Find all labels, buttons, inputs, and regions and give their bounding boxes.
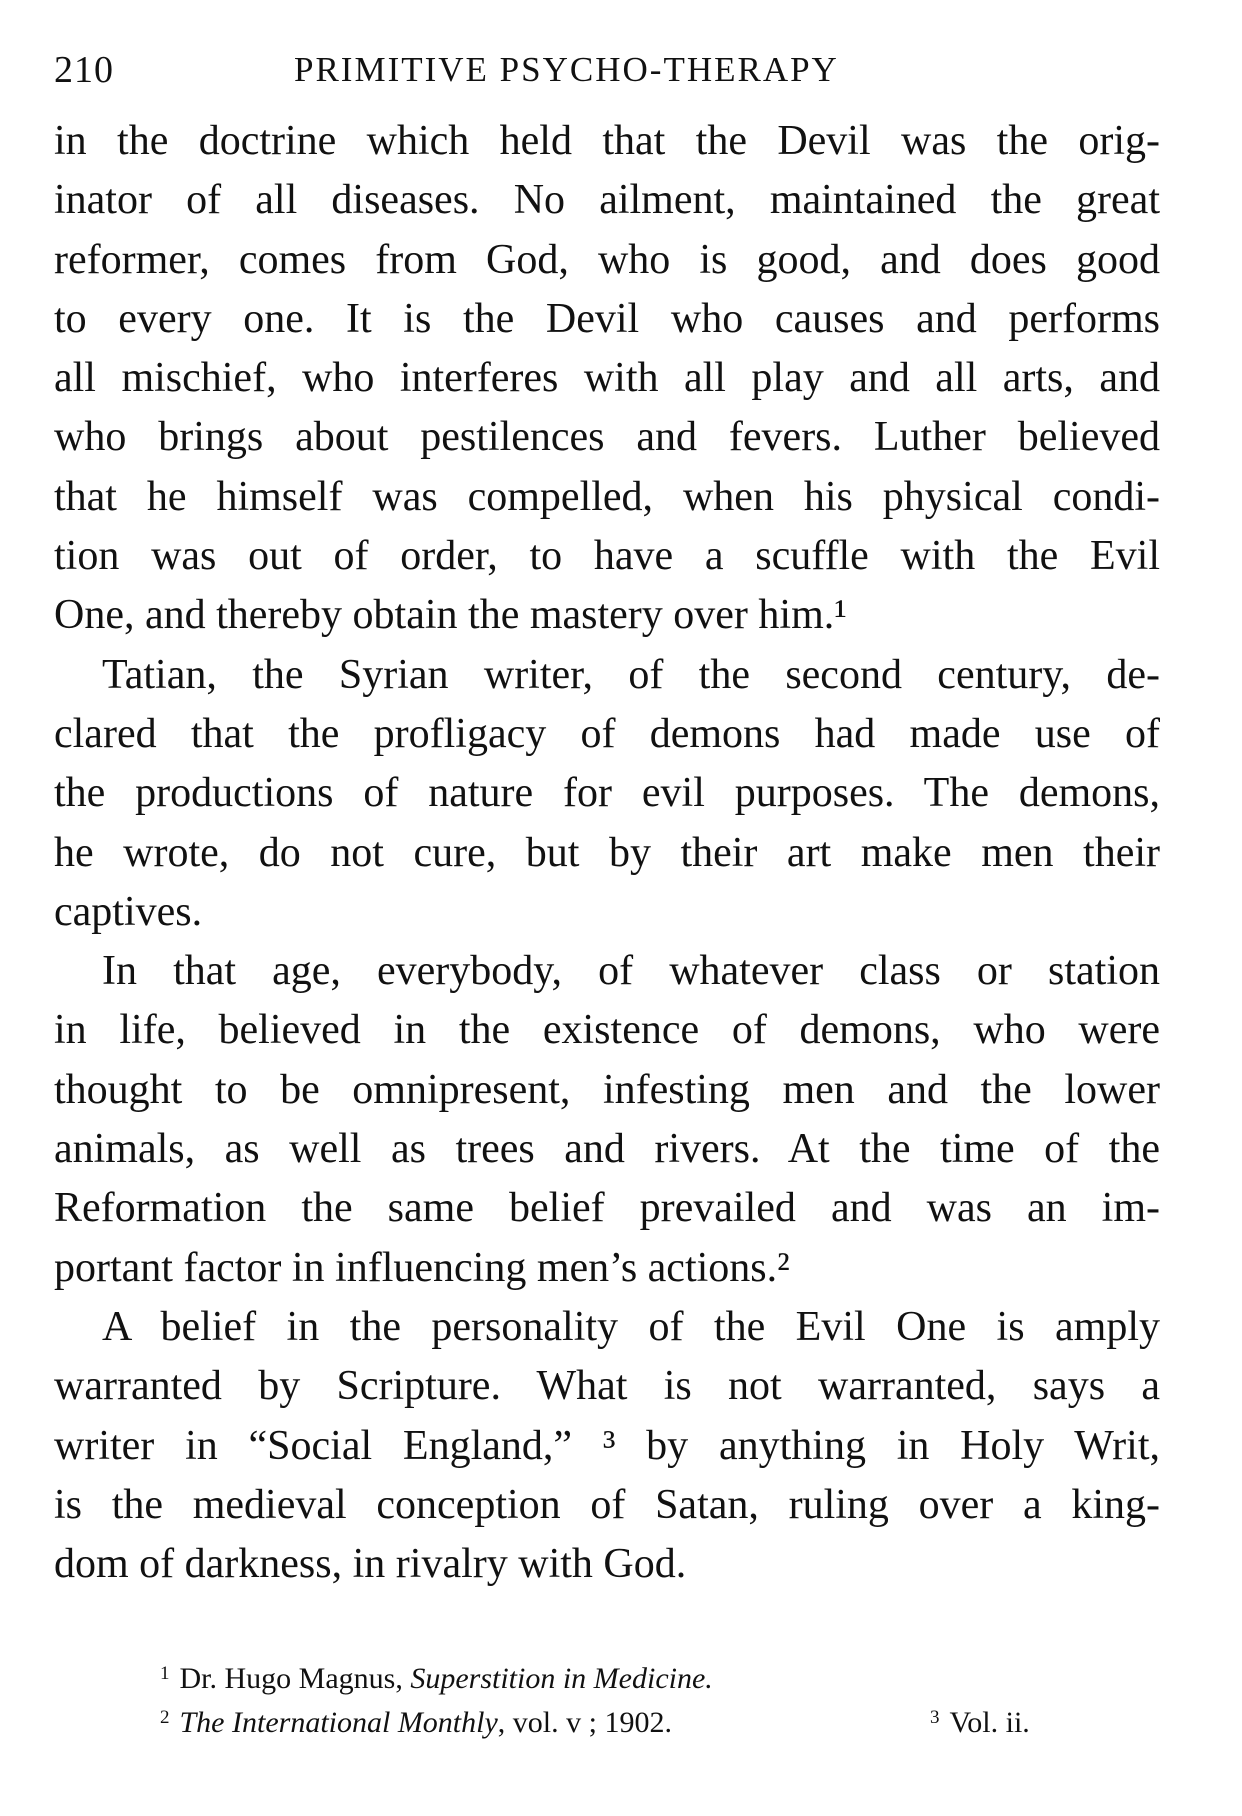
text-line: clared that the profligacy of demons had made use of <box>54 710 1160 757</box>
footnote-author: Dr. Hugo Magnus, <box>179 1662 411 1695</box>
text-line: One, and thereby obtain the mastery over him.¹ <box>54 592 847 639</box>
text-line: animals, as well as trees and rivers. At the time of the <box>54 1126 1160 1173</box>
text-line: the productions of nature for evil purposes. The demons, <box>54 770 1160 817</box>
text-line: all mischief, who interferes with all play and all arts, and <box>54 355 1160 402</box>
text-line: to every one. It is the Devil who causes and performs <box>54 295 1160 342</box>
text-line: portant factor in influencing men’s actions.² <box>54 1244 790 1291</box>
footnote-3 <box>930 1696 1030 1745</box>
text-line: Reformation the same belief prevailed and was an im- <box>54 1185 1160 1232</box>
footnote-mark: 1 <box>160 1663 170 1684</box>
footnote-mark: 3 <box>930 1707 940 1728</box>
text-line: is the medieval conception of Satan, ruling over a king- <box>54 1481 1160 1528</box>
page-number: 210 <box>54 49 114 91</box>
footnote-citation: , vol. v ; 1902. <box>497 1706 672 1739</box>
text-line: A belief in the personality of the Evil One is amply <box>102 1303 1160 1350</box>
footnote-2 <box>160 1696 1120 1740</box>
footnotes <box>160 1652 1120 1740</box>
running-title: PRIMITIVE PSYCHO-THERAPY <box>294 50 839 89</box>
footnote-title: The International Monthly <box>179 1706 498 1739</box>
text-line: In that age, everybody, of whatever class or station <box>102 948 1160 995</box>
text-line: writer in “Social England,” ³ by anything in Holy Writ, <box>54 1422 1160 1469</box>
text-line: inator of all diseases. No ailment, maintained the great <box>54 177 1160 224</box>
text-line: dom of darkness, in rivalry with God. <box>54 1541 687 1588</box>
text-line: tion was out of order, to have a scuffle with the Evil <box>54 533 1160 580</box>
text-line: who brings about pestilences and fevers. Luther believed <box>54 414 1160 461</box>
text-line: in life, believed in the existence of demons, who were <box>54 1007 1160 1054</box>
text-line: in the doctrine which held that the Devil was the orig- <box>54 118 1160 164</box>
footnote-title: Superstition in Medicine. <box>410 1662 713 1695</box>
footnote-text: Vol. ii. <box>949 1706 1030 1739</box>
body-text <box>54 112 1160 1594</box>
footnote-1 <box>160 1652 1120 1696</box>
text-line: warranted by Scripture. What is not warranted, says a <box>54 1363 1160 1410</box>
text-line: Tatian, the Syrian writer, of the second century, de- <box>102 651 1160 698</box>
text-line: thought to be omnipresent, infesting men and the lower <box>54 1066 1160 1113</box>
footnote-mark: 2 <box>160 1707 170 1728</box>
text-line: he wrote, do not cure, but by their art make men their <box>54 829 1160 876</box>
running-head <box>54 48 1162 98</box>
text-line: captives. <box>54 888 203 935</box>
text-line: reformer, comes from God, who is good, and does good <box>54 236 1160 283</box>
text-line: that he himself was compelled, when his physical condi- <box>54 473 1160 520</box>
